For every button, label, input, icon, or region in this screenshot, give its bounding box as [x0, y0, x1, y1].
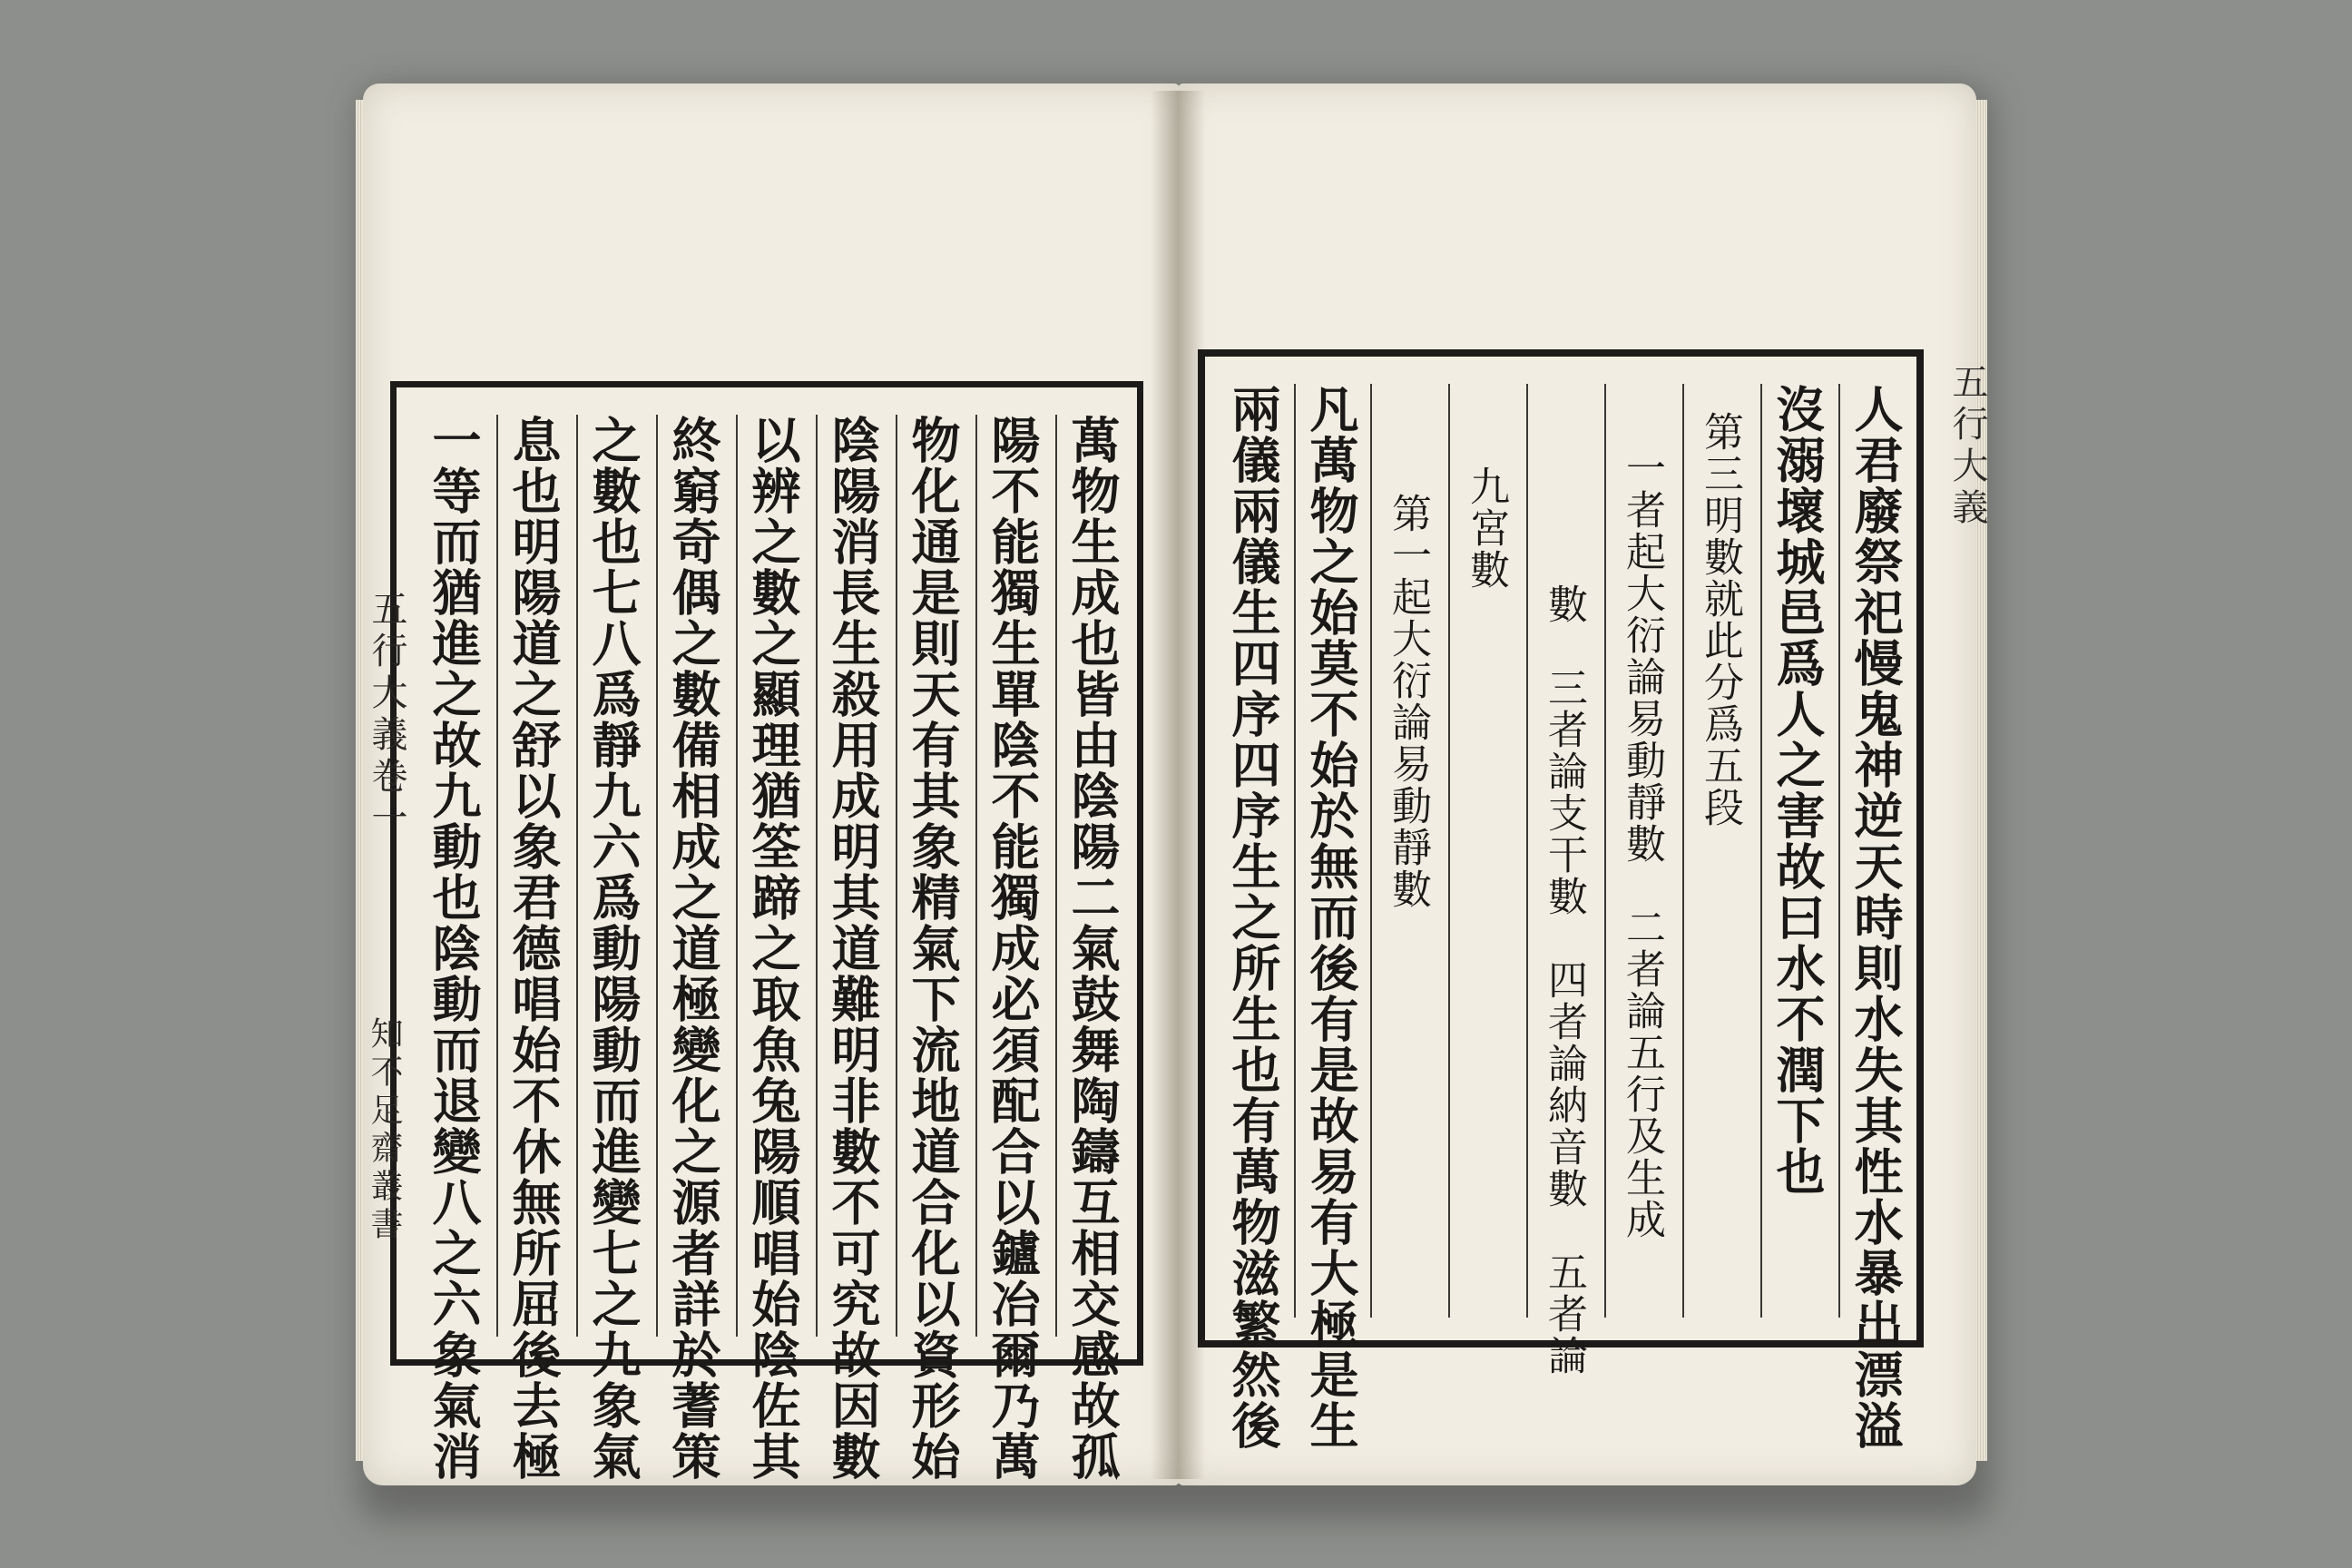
column-rule	[1526, 384, 1528, 1318]
left-margin-title: 五行大義卷一	[366, 590, 407, 840]
left-column-6: 終窮奇偶之數備相成之道極變化之源者詳於蓍策	[664, 415, 722, 1482]
left-column-7: 之數也七八爲靜九六爲動陽動而進變七之九象氣	[584, 415, 642, 1482]
right-text-frame	[1198, 349, 1924, 1451]
left-column-4: 陰陽消長生殺用成明其道難明非數不可究故因數	[824, 415, 882, 1482]
right-column-5: 數 三者論支干數 四者論納音數 五者論	[1541, 583, 1587, 1377]
column-rule	[656, 415, 658, 1337]
book-gutter	[1151, 91, 1205, 1479]
column-rule	[1370, 384, 1372, 1318]
column-rule	[1448, 384, 1450, 1318]
column-rule	[1682, 384, 1684, 1318]
right-column-8: 凡萬物之始莫不始於無而後有是故易有大極是生	[1302, 384, 1360, 1451]
column-rule	[975, 415, 977, 1337]
column-rule	[1604, 384, 1606, 1318]
column-rule	[736, 415, 738, 1337]
right-column-4: 一者起大衍論易動靜數 二者論五行及生成	[1619, 447, 1665, 1240]
column-rule	[576, 415, 578, 1337]
left-column-2: 陽不能獨生單陰不能獨成必須配合以鑪冶爾乃萬	[984, 415, 1042, 1482]
left-column-5: 以辨之數之顯理猶筌蹄之取魚兔陽順唱始陰佐其	[744, 415, 802, 1482]
left-margin-publisher: 知不足齋叢書	[366, 1016, 403, 1245]
column-rule	[1760, 384, 1762, 1318]
left-column-8: 息也明陽道之舒以象君德唱始不休無所屈後去極	[505, 415, 563, 1482]
column-rule	[816, 415, 818, 1337]
right-column-9: 兩儀兩儀生四序四序生之所生也有萬物滋繁然後	[1224, 384, 1282, 1451]
left-column-1: 萬物生成也皆由陰陽二氣鼓舞陶鑄互相交感故孤	[1063, 415, 1122, 1482]
right-column-2: 沒溺壞城邑爲人之害故曰水不潤下也	[1769, 384, 1827, 1197]
right-column-7: 第一起大衍論易動靜數	[1385, 493, 1431, 910]
left-text-frame	[390, 381, 1143, 1482]
left-column-3: 物化通是則天有其象精氣下流地道合化以資形始	[904, 415, 962, 1482]
right-column-3: 第三明數就此分爲五段	[1697, 411, 1743, 828]
right-margin-title: 五行大義	[1946, 363, 1988, 530]
right-column-1: 人君廢祭祀慢鬼神逆天時則水失其性水暴出漂溢	[1847, 384, 1905, 1451]
right-column-6: 九宮數	[1463, 466, 1509, 591]
column-rule	[496, 415, 498, 1337]
column-rule	[896, 415, 897, 1337]
column-rule	[1055, 415, 1057, 1337]
column-rule	[1294, 384, 1296, 1318]
column-rule	[1838, 384, 1840, 1318]
left-column-9: 一等而猶進之故九動也陰動而退變八之六象氣消	[425, 415, 483, 1482]
